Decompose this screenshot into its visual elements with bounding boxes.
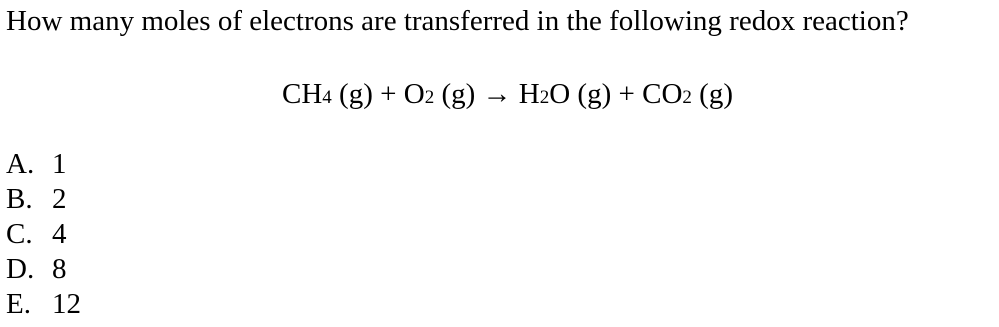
subscript: 2 xyxy=(682,87,692,108)
choice-b[interactable] xyxy=(6,182,81,217)
answer-choices xyxy=(6,147,81,322)
subscript: 2 xyxy=(539,87,550,108)
reactant-oxygen xyxy=(404,78,476,110)
formula-base: CH xyxy=(282,78,323,110)
reactant-methane xyxy=(282,78,373,110)
choice-a[interactable] xyxy=(6,147,81,182)
choice-value: 12 xyxy=(52,288,81,320)
question-text: How many moles of electrons are transferred in the following redox reaction? xyxy=(6,5,909,37)
choice-e[interactable] xyxy=(6,287,81,322)
choice-value: 1 xyxy=(52,148,67,180)
formula-base: O xyxy=(403,78,425,110)
state-label: (g) xyxy=(331,78,373,110)
product-carbon-dioxide xyxy=(642,78,733,110)
product-water xyxy=(519,78,611,110)
choice-value: 2 xyxy=(52,183,67,215)
chemical-equation xyxy=(282,76,733,116)
plus-sign: + xyxy=(611,78,643,110)
state-label: (g) xyxy=(691,78,733,110)
choice-c[interactable] xyxy=(6,217,81,252)
choice-letter: A. xyxy=(6,148,35,180)
choice-letter: B. xyxy=(6,183,33,215)
choice-letter: E. xyxy=(6,288,31,320)
state-label: (g) xyxy=(434,78,476,110)
choice-value: 8 xyxy=(52,253,67,285)
choice-value: 4 xyxy=(52,218,67,250)
plus-sign: + xyxy=(372,78,404,110)
choice-letter: D. xyxy=(6,253,35,285)
subscript: 4 xyxy=(322,87,332,108)
reaction-arrow: → xyxy=(475,78,519,110)
choice-d[interactable] xyxy=(6,252,81,287)
subscript: 2 xyxy=(424,87,435,108)
state-label: (g) xyxy=(570,78,612,110)
formula-base: CO xyxy=(642,78,683,110)
formula-rest: O xyxy=(549,78,571,110)
formula-base: H xyxy=(518,78,540,110)
choice-letter: C. xyxy=(6,218,33,250)
